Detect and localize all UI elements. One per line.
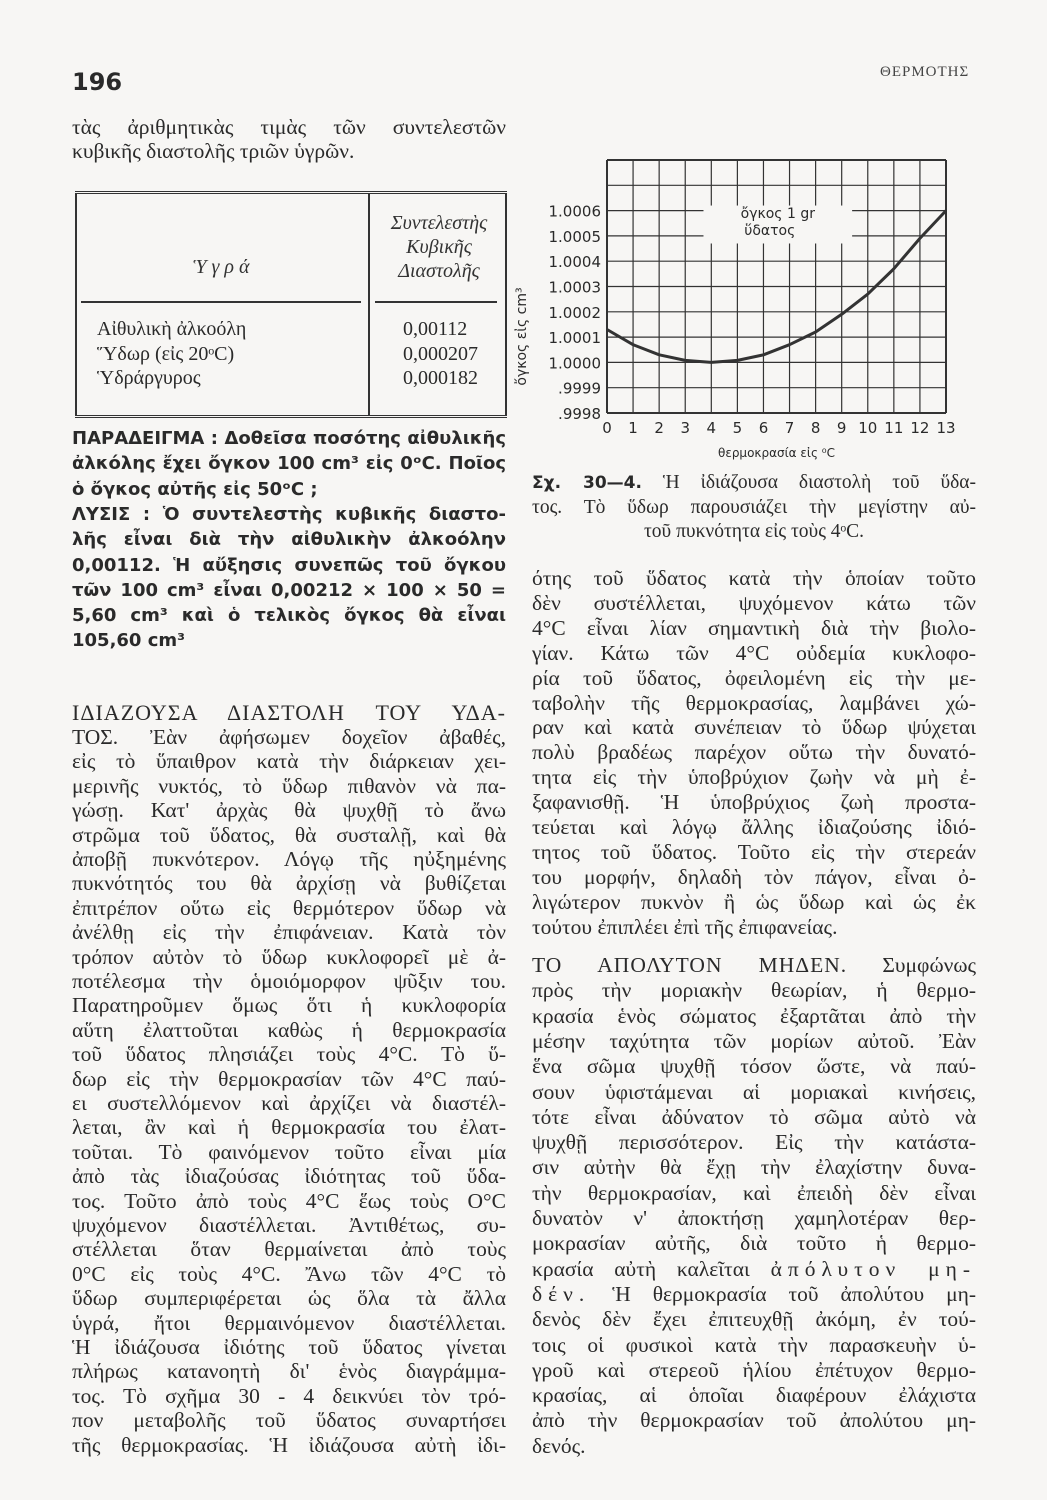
x-tick-label: 12 bbox=[910, 419, 930, 437]
running-head: ΘΕΡΜΟΤΗΣ bbox=[880, 64, 970, 80]
intro-line: κυβικῆς διαστολῆς τριῶν ὑγρῶν. bbox=[72, 139, 355, 163]
body-line: γώσῃ. Κατ' ἀρχὰς θὰ ψυχθῇ τὸ ἄνω bbox=[72, 798, 506, 823]
body-line: μέσην ταχύτητα τῶν μορίων αὐτοῦ. Ἐὰν bbox=[532, 1028, 976, 1053]
body-line: τὴν θερμοκρασίαν, καὶ ἐπειδὴ δὲν εἶναι bbox=[532, 1180, 976, 1205]
body-text: Συμφώνως bbox=[882, 953, 976, 977]
body-line: 0°C εἰς τοὺς 4°C. Ἄνω τῶν 4°C τὸ bbox=[72, 1261, 506, 1286]
body-line: λεται, ἂν καὶ ἡ θερμοκρασία του ἐλατ- bbox=[72, 1115, 506, 1140]
liquid-name: Αἰθυλικὴ ἀλκοόλη bbox=[97, 318, 247, 340]
x-tick-label: 5 bbox=[732, 419, 743, 437]
body-line: στέλλεται ὅταν θερμαίνεται ἀπὸ τοὺς bbox=[72, 1237, 506, 1262]
header-liquid: Ὑ γ ρ ά bbox=[193, 256, 250, 278]
y-tick-label: .9999 bbox=[558, 379, 601, 398]
y-axis-label: ὄγκος εἰς cm³ bbox=[514, 287, 530, 386]
body-line: ραν καὶ κατὰ συνέπειαν τὸ ὕδωρ ψύχεται bbox=[532, 715, 976, 740]
body-line: τος. Τοῦτο ἀπὸ τοὺς 4°C ἕως τοὺς O°C bbox=[72, 1188, 506, 1213]
x-tick-label: 8 bbox=[810, 419, 821, 437]
body-line: ἀνέλθῃ εἰς τὴν ἐπιφάνειαν. Κατὰ τὸν bbox=[72, 920, 506, 945]
header-coef-1: Συντελεστὴς bbox=[390, 212, 488, 234]
body-line: Ἡ ἰδιάζουσα ἰδιότης τοῦ ὕδατος γίνεται bbox=[72, 1335, 506, 1359]
x-tick-label: 13 bbox=[936, 419, 956, 437]
body-line: τος. Τὸ σχῆμα 30 - 4 δεικνύει τὸν τρό- bbox=[72, 1383, 506, 1408]
header-rule bbox=[375, 301, 497, 303]
x-tick-label: 11 bbox=[884, 419, 904, 437]
body-line: ει συστελλόμενον καὶ ἀρχίζει νὰ διαστέλ- bbox=[72, 1091, 506, 1115]
section-heading: ΙΔΙΑΖΟΥΣΑ ΔΙΑΣΤΟΛΗ ΤΟΥ ΥΔΑ- bbox=[72, 700, 506, 725]
body-line: πρὸς τὴν μοριακὴν θεωρίαν, ἡ θερμο- bbox=[532, 978, 976, 1003]
body-line: δενός. bbox=[532, 1433, 586, 1458]
body-line: ἕνα σῶμα ψυχθῇ τόσον ὥστε, νὰ παύ- bbox=[532, 1054, 976, 1079]
body-line: τῆς θερμοκρασίας. Ἡ ἰδιάζουσα αὐτὴ ἰδι- bbox=[72, 1432, 506, 1457]
body-line: πυκνότητός του θὰ ἀρχίσῃ νὰ βυθίζεται bbox=[72, 871, 506, 896]
body-line: δυνατὸν ν' ἀποκτήσῃ χαμηλοτέραν θερ- bbox=[532, 1206, 976, 1230]
liquid-name: Ὑδράργυρος bbox=[97, 367, 201, 389]
y-tick-label: .9998 bbox=[558, 405, 601, 423]
body-line: ἀποβῇ πυκνότερον. Λόγῳ τῆς ηὐξημένης bbox=[72, 847, 506, 871]
body-line: δωρ εἰς τὴν θερμοκρασίαν τῶν 4°C παύ- bbox=[72, 1066, 506, 1091]
body-line: γίαν. Κάτω τῶν 4°C οὐδεμία κυκλοφο- bbox=[532, 640, 976, 665]
x-tick-label: 3 bbox=[680, 419, 691, 437]
body-line: ποτέλεσμα τὴν ὁμοιόμορφον ψῦξιν του. bbox=[72, 969, 506, 993]
x-tick-label: 0 bbox=[602, 419, 612, 437]
table-border bbox=[75, 194, 77, 415]
page-number: 196 bbox=[72, 68, 123, 96]
body-line: ταβολὴν τῆς θερμοκρασίας, λαμβάνει χώ- bbox=[532, 690, 976, 715]
body-text: κρασία αὐτὴ καλεῖται bbox=[532, 1256, 750, 1281]
body-line: ἀπὸ τὴν θερμοκρασίαν τοῦ ἀπολύτου μη- bbox=[532, 1408, 976, 1433]
term-absolute-zero: ἀπόλυτον μη- bbox=[770, 1256, 976, 1281]
caption-text: Ἡ ἰδιάζουσα διαστολὴ τοῦ ὕδα- bbox=[662, 472, 976, 493]
x-tick-label: 7 bbox=[784, 419, 795, 437]
body-line: τούτου ἐπιπλέει ἐπὶ τῆς ἐπιφανείας. bbox=[532, 914, 838, 939]
body-line: δενὸς δὲν ἔχει ἐπιτευχθῇ ἀκόμη, ἐν τού- bbox=[532, 1307, 976, 1332]
liquid-name: Ὕδωρ (εἰς 20ᵒC) bbox=[97, 343, 235, 365]
body-line: εἰς τὸ ὕπαιθρον κατὰ τὴν διάρκειαν χει- bbox=[72, 749, 506, 774]
example-line: τῶν 100 cm³ εἶναι 0,00212 × 100 × 50 = bbox=[72, 579, 506, 601]
x-tick-label: 6 bbox=[758, 419, 769, 437]
body-line: τοῦ ὕδατος πλησιάζει τοὺς 4°C. Τὸ ὕ- bbox=[72, 1042, 506, 1067]
y-tick-label: 1.0005 bbox=[548, 227, 601, 246]
legend-text: ὄγκος 1 gr bbox=[740, 206, 815, 223]
body-line: τητος τοῦ ὕδατος. Τοῦτο εἰς τὴν στερεάν bbox=[532, 839, 976, 864]
body-line: πολὺ βραδέως παρέχον οὕτω τὴν δυνατό- bbox=[532, 740, 976, 765]
body-line: ὕδωρ συμπεριφέρεται ὡς ὅλα τὰ ἄλλα bbox=[72, 1286, 506, 1311]
body-line: μοκρασίαν αὐτῆς, διὰ τοῦτο ἡ θερμο- bbox=[532, 1231, 976, 1256]
example-line: ὁ ὄγκος αὐτῆς εἰς 50ᵒC ; bbox=[72, 478, 318, 500]
table-divider bbox=[368, 194, 370, 415]
body-line: ξαφανισθῇ. Ἡ ὑποβρύχιος ζωὴ προστα- bbox=[532, 790, 976, 815]
body-line: 4°C εἶναι λίαν σημαντικὴ διὰ τὴν βιολο- bbox=[532, 615, 976, 640]
coef-value: 0,000182 bbox=[403, 367, 478, 389]
body-line: ἀπὸ τὰς ἰδιαζούσας ἰδιότητας τοῦ ὕδα- bbox=[72, 1164, 506, 1189]
x-tick-label: 2 bbox=[654, 419, 664, 437]
y-tick-label: 1.0000 bbox=[548, 354, 601, 373]
y-tick-label: 1.0002 bbox=[548, 303, 601, 322]
y-tick-label: 1.0001 bbox=[548, 329, 601, 348]
body-line: ΤΟΣ. Ἐὰν ἀφήσωμεν δοχεῖον ἀβαθές, bbox=[72, 725, 506, 749]
coef-value: 0,00112 bbox=[403, 318, 468, 340]
body-line: τρόπον αὐτὸν τὸ ὕδωρ κυκλοφορεῖ μὲ ἀ- bbox=[72, 944, 506, 969]
header-coef-3: Διαστολῆς bbox=[398, 260, 480, 282]
x-tick-label: 10 bbox=[858, 419, 878, 437]
body-line: ψυχθῇ περισσότερον. Εἰς τὴν κατάστα- bbox=[532, 1130, 976, 1155]
caption-line bbox=[532, 472, 976, 494]
body-line: λιγώτερον πυκνὸν ἢ ὡς ὕδωρ καὶ ὡς ἐκ bbox=[532, 889, 976, 914]
body-line: μερινῆς νυκτός, τὸ ὕδωρ πιθανὸν νὰ πα- bbox=[72, 773, 506, 798]
body-line bbox=[532, 1281, 976, 1307]
body-line: σουν ὑφιστάμεναι αἱ μοριακαὶ κινήσεις, bbox=[532, 1079, 976, 1104]
example-line: λῆς εἶναι διὰ τὴν αἰθυλικὴν ἀλκοόλην bbox=[72, 529, 506, 551]
body-line: Παρατηροῦμεν ὅμως ὅτι ἡ κυκλοφορία bbox=[72, 993, 506, 1018]
x-axis-label: θερμοκρασία εἰς ⁰C bbox=[717, 446, 836, 460]
body-line: ὑγρά, ἤτοι θερμαινόμενον διαστέλλεται. bbox=[72, 1310, 506, 1335]
example-line: 5,60 cm³ καὶ ὁ τελικὸς ὄγκος θὰ εἶναι bbox=[72, 605, 506, 627]
body-line: γροῦ καὶ στερεοῦ ἡλίου ἐπέτυχον θερμο- bbox=[532, 1357, 976, 1382]
example-line: ΛΥΣΙΣ : Ὁ συντελεστὴς κυβικῆς διαστο- bbox=[72, 503, 506, 525]
body-text: Ἡ θερμοκρασία τοῦ ἀπολύτου μη- bbox=[612, 1281, 977, 1306]
body-line: τοῦται. Τὸ φαινόμενον τοῦτο εἶναι μία bbox=[72, 1139, 506, 1164]
caption-line: τοῦ πυκνότητα εἰς τοὺς 4ᵒC. bbox=[643, 521, 865, 542]
volume-temperature-chart bbox=[500, 150, 980, 480]
body-line bbox=[532, 1256, 976, 1282]
example-line: ἀλκόλης ἔχει ὄγκον 100 cm³ εἰς 0ᵒC. Ποῖος bbox=[72, 453, 506, 475]
body-line: δὲν συστέλλεται, ψυχόμενον κάτω τῶν bbox=[532, 590, 976, 615]
header-coef-2: Κυβικῆς bbox=[406, 236, 472, 258]
caption-line: τος. Τὸ ὕδωρ παρουσιάζει τὴν μεγίστην αὐ- bbox=[532, 497, 976, 518]
body-line: σιν αὐτὴν θὰ ἔχῃ τὴν ἐλαχίστην δυνα- bbox=[532, 1155, 976, 1180]
header-rule bbox=[81, 301, 361, 303]
x-tick-label: 4 bbox=[706, 419, 717, 437]
body-line: ότης τοῦ ὕδατος κατὰ τὴν ὁποίαν τοῦτο bbox=[532, 566, 976, 590]
body-line: αὕτη ἐλαττοῦται καθὼς ἡ θερμοκρασία bbox=[72, 1017, 506, 1042]
y-tick-label: 1.0004 bbox=[548, 253, 601, 272]
example-line: 0,00112. Ἡ αὔξησις συνεπῶς τοῦ ὄγκου bbox=[72, 554, 506, 576]
body-line: πον μεταβολῆς τοῦ ὕδατος συναρτήσει bbox=[72, 1408, 506, 1433]
body-line: ψυχόμενον διαστέλλεται. Ἀντιθέτως, συ- bbox=[72, 1213, 506, 1237]
body-line: τότε εἶναι ἀδύνατον τὸ σῶμα αὐτὸ νὰ bbox=[532, 1104, 976, 1129]
section-heading: ΤΟ ΑΠΟΛΥΤΟΝ ΜΗΔΕΝ. bbox=[532, 953, 848, 977]
y-tick-label: 1.0006 bbox=[548, 202, 601, 221]
coefficients-table bbox=[75, 191, 507, 418]
body-line: στρῶμα τοῦ ὕδατος, θὰ συσταλῇ, καὶ θὰ bbox=[72, 822, 506, 847]
y-tick-label: 1.0003 bbox=[548, 278, 601, 297]
body-line: κρασία ἑνὸς σώματος ἐξαρτᾶται ἀπὸ τὴν bbox=[532, 1003, 976, 1028]
body-line: κρασίας, αἱ ὁποῖαι διαφέρουν ἐλάχιστα bbox=[532, 1383, 976, 1408]
section-heading-line bbox=[532, 952, 976, 978]
example-line: 105,60 cm³ bbox=[72, 630, 186, 652]
legend-text: ὕδατος bbox=[744, 223, 796, 240]
term-absolute-zero: δέν. bbox=[532, 1281, 591, 1306]
coef-value: 0,000207 bbox=[403, 343, 478, 365]
x-tick-label: 1 bbox=[628, 419, 638, 437]
body-line: τεύεται καὶ λόγῳ ἄλλης ἰδιαζούσης ἰδιό- bbox=[532, 815, 976, 839]
x-tick-label: 9 bbox=[836, 419, 847, 437]
body-line: τοις οἱ φυσικοὶ κατὰ τὴν παρασκευὴν ὑ- bbox=[532, 1332, 976, 1357]
caption-label: Σχ. 30—4. bbox=[532, 473, 642, 493]
body-line: του μορφήν, δηλαδὴ τὸν πάγον, εἶναι ὀ- bbox=[532, 864, 976, 889]
body-line: τητα εἰς τὴν ὑποβρύχιον ζωὴν νὰ μὴ ἐ- bbox=[532, 765, 976, 790]
intro-line: τὰς ἀριθμητικὰς τιμὰς τῶν συντελεστῶν bbox=[72, 115, 506, 139]
body-line: ἐπιτρέπον οὕτω εἰς θερμότερον ὕδωρ νὰ bbox=[72, 895, 506, 920]
body-line: ρία τοῦ ὕδατος, ὀφειλομένη εἰς τὴν με- bbox=[532, 665, 976, 690]
example-line: ΠΑΡΑΔΕΙΓΜΑ : Δοθεῖσα ποσότης αἰθυλικῆς bbox=[72, 428, 506, 449]
body-line: πλήρως κατανοητὴ δι' ἑνὸς διαγράμμα- bbox=[72, 1359, 506, 1384]
